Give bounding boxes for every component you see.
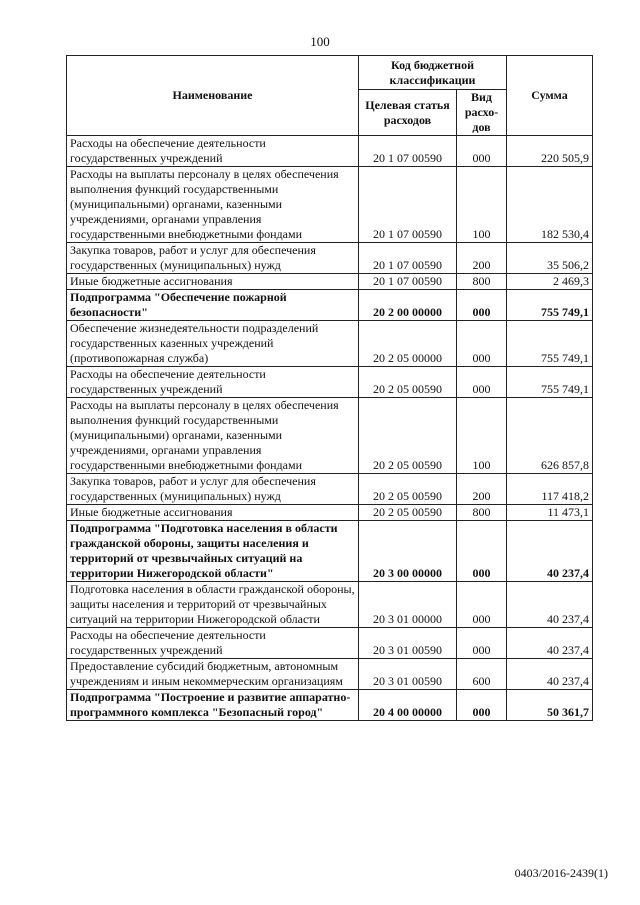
cell-sum: 755 749,1 xyxy=(507,321,593,367)
cell-code: 20 1 07 00590 xyxy=(359,167,457,243)
cell-vid: 800 xyxy=(457,274,507,290)
cell-name: Подпрограмма "Построение и развитие аппаратно-программного комплекса "Безопасный город" xyxy=(67,690,359,721)
cell-vid: 000 xyxy=(457,628,507,659)
header-code: Целевая статья расходов xyxy=(359,90,457,136)
cell-name: Обеспечение жизнедеятельности подразделений государственных казенных учреждений (противопожарная служба) xyxy=(67,321,359,367)
page-number: 100 xyxy=(310,34,330,49)
table-row xyxy=(67,136,593,167)
cell-code: 20 3 01 00590 xyxy=(359,628,457,659)
cell-sum: 11 473,1 xyxy=(507,505,593,521)
cell-name: Подпрограмма "Подготовка населения в области гражданской обороны, защиты населения и территорий от чрезвычайных ситуаций на территории Нижегородской области" xyxy=(67,521,359,582)
cell-sum: 2 469,3 xyxy=(507,274,593,290)
table-row xyxy=(67,505,593,521)
cell-sum: 40 237,4 xyxy=(507,628,593,659)
header-code-group: Код бюджетной классификации xyxy=(359,56,507,90)
cell-code: 20 1 07 00590 xyxy=(359,274,457,290)
cell-vid: 000 xyxy=(457,321,507,367)
cell-sum: 117 418,2 xyxy=(507,474,593,505)
cell-code: 20 2 00 00000 xyxy=(359,290,457,321)
cell-vid: 600 xyxy=(457,659,507,690)
cell-vid: 200 xyxy=(457,474,507,505)
cell-vid: 100 xyxy=(457,398,507,474)
cell-code: 20 2 05 00000 xyxy=(359,321,457,367)
cell-vid: 200 xyxy=(457,243,507,274)
cell-name: Закупка товаров, работ и услуг для обеспечения государственных (муниципальных) нужд xyxy=(67,243,359,274)
cell-sum: 220 505,9 xyxy=(507,136,593,167)
table-row xyxy=(67,290,593,321)
cell-code: 20 2 05 00590 xyxy=(359,367,457,398)
cell-sum: 626 857,8 xyxy=(507,398,593,474)
cell-vid: 000 xyxy=(457,367,507,398)
table-row xyxy=(67,398,593,474)
cell-code: 20 4 00 00000 xyxy=(359,690,457,721)
cell-vid: 000 xyxy=(457,521,507,582)
cell-code: 20 3 00 00000 xyxy=(359,521,457,582)
cell-vid: 800 xyxy=(457,505,507,521)
table-row xyxy=(67,321,593,367)
cell-sum: 35 506,2 xyxy=(507,243,593,274)
cell-vid: 000 xyxy=(457,136,507,167)
cell-vid: 100 xyxy=(457,167,507,243)
cell-name: Расходы на выплаты персоналу в целях обеспечения выполнения функций государственными (муниципальными) органами, казенными учреждениями, органами управления государственными внебюджетными фондами xyxy=(67,167,359,243)
cell-name: Предоставление субсидий бюджетным, автономным учреждениям и иным некоммерческим организациям xyxy=(67,659,359,690)
table-row xyxy=(67,659,593,690)
cell-name: Подготовка населения в области гражданской обороны, защиты населения и территорий от чрезвычайных ситуаций на территории Нижегородской области xyxy=(67,582,359,628)
table-row xyxy=(67,690,593,721)
header-vid: Вид расхо-дов xyxy=(457,90,507,136)
table-row xyxy=(67,628,593,659)
cell-sum: 755 749,1 xyxy=(507,290,593,321)
cell-sum: 40 237,4 xyxy=(507,521,593,582)
table-row xyxy=(67,243,593,274)
cell-code: 20 3 01 00590 xyxy=(359,659,457,690)
cell-sum: 40 237,4 xyxy=(507,659,593,690)
cell-sum: 40 237,4 xyxy=(507,582,593,628)
cell-code: 20 1 07 00590 xyxy=(359,136,457,167)
cell-sum: 755 749,1 xyxy=(507,367,593,398)
cell-code: 20 2 05 00590 xyxy=(359,474,457,505)
cell-name: Подпрограмма "Обеспечение пожарной безопасности" xyxy=(67,290,359,321)
table-row xyxy=(67,274,593,290)
header-sum: Сумма xyxy=(507,56,593,136)
cell-code: 20 1 07 00590 xyxy=(359,243,457,274)
cell-sum: 182 530,4 xyxy=(507,167,593,243)
table-row xyxy=(67,582,593,628)
budget-table xyxy=(66,55,593,721)
cell-code: 20 2 05 00590 xyxy=(359,505,457,521)
table-body xyxy=(67,136,593,721)
cell-name: Иные бюджетные ассигнования xyxy=(67,505,359,521)
cell-name: Расходы на обеспечение деятельности государственных учреждений xyxy=(67,628,359,659)
cell-name: Закупка товаров, работ и услуг для обеспечения государственных (муниципальных) нужд xyxy=(67,474,359,505)
cell-code: 20 3 01 00000 xyxy=(359,582,457,628)
table-row xyxy=(67,167,593,243)
document-code: 0403/2016-2439(1) xyxy=(514,866,608,880)
cell-code: 20 2 05 00590 xyxy=(359,398,457,474)
cell-vid: 000 xyxy=(457,290,507,321)
cell-name: Расходы на обеспечение деятельности государственных учреждений xyxy=(67,367,359,398)
table-row xyxy=(67,367,593,398)
header-name: Наименование xyxy=(67,56,359,136)
table-row xyxy=(67,474,593,505)
cell-vid: 000 xyxy=(457,690,507,721)
cell-vid: 000 xyxy=(457,582,507,628)
cell-name: Расходы на обеспечение деятельности государственных учреждений xyxy=(67,136,359,167)
table-row xyxy=(67,521,593,582)
cell-sum: 50 361,7 xyxy=(507,690,593,721)
cell-name: Расходы на выплаты персоналу в целях обеспечения выполнения функций государственными (муниципальными) органами, казенными учреждениями, органами управления государственными внебюджетными фондами xyxy=(67,398,359,474)
cell-name: Иные бюджетные ассигнования xyxy=(67,274,359,290)
